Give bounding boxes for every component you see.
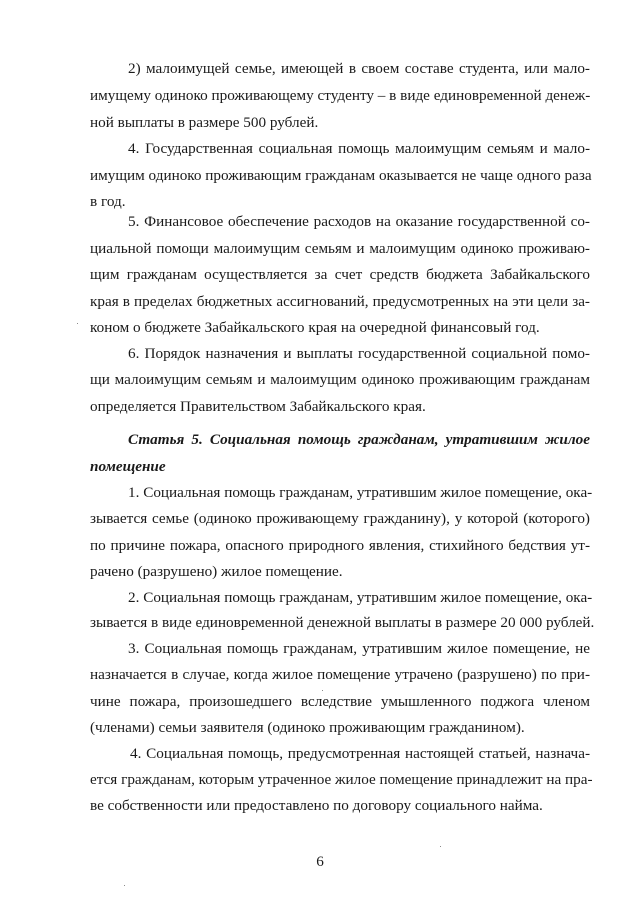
article-heading-line: помещение bbox=[90, 458, 166, 475]
text-line: назначается в случае, когда жилое помещение утрачено (разрушено) по при- bbox=[90, 666, 590, 683]
text-line: 4. Государственная социальная помощь малоимущим семьям и мало- bbox=[128, 140, 590, 157]
scan-speck bbox=[322, 690, 323, 691]
text-line: циальной помощи малоимущим семьям и малоимущим одиноко проживаю- bbox=[90, 240, 590, 257]
text-line: чине пожара, произошедшего вследствие умышленного поджога членом bbox=[90, 693, 590, 710]
scan-speck bbox=[124, 885, 125, 886]
text-line: в год. bbox=[90, 193, 126, 210]
text-line: 2. Социальная помощь гражданам, утратившим жилое помещение, ока- bbox=[128, 589, 593, 606]
text-line: 4. Социальная помощь, предусмотренная настоящей статьей, назнача- bbox=[130, 745, 590, 762]
text-line: щи малоимущим семьям и малоимущим одиноко проживающим гражданам bbox=[90, 371, 590, 388]
text-line: (членами) семьи заявителя (одиноко проживающим гражданином). bbox=[90, 719, 525, 736]
text-line: по причине пожара, опасного природного явления, стихийного бедствия ут- bbox=[90, 537, 590, 554]
page-number: 6 bbox=[316, 853, 324, 870]
text-line: щим гражданам осуществляется за счет средств бюджета Забайкальского bbox=[90, 266, 590, 283]
text-line: имущему одиноко проживающему студенту – в виде единовременной денеж- bbox=[90, 87, 591, 104]
text-line: 6. Порядок назначения и выплаты государственной социальной помо- bbox=[128, 345, 590, 362]
text-line: ной выплаты в размере 500 рублей. bbox=[90, 114, 319, 131]
text-line: ве собственности или предоставлено по договору социального найма. bbox=[90, 797, 543, 814]
text-line: определяется Правительством Забайкальского края. bbox=[90, 398, 426, 415]
text-line: рачено (разрушено) жилое помещение. bbox=[90, 563, 343, 580]
text-line: коном о бюджете Забайкальского края на очередной финансовый год. bbox=[90, 319, 540, 336]
text-line: ется гражданам, которым утраченное жилое помещение принадлежит на пра- bbox=[90, 771, 593, 788]
article-heading-line: Статья 5. Социальная помощь гражданам, утратившим жилое bbox=[128, 431, 590, 448]
text-line: зывается в виде единовременной денежной выплаты в размере 20 000 рублей. bbox=[90, 614, 595, 631]
text-line: 5. Финансовое обеспечение расходов на оказание государственной со- bbox=[128, 213, 590, 230]
text-line: края в пределах бюджетных ассигнований, предусмотренных на эти цели за- bbox=[90, 293, 590, 310]
text-line: 2) малоимущей семье, имеющей в своем составе студента, или мало- bbox=[128, 60, 590, 77]
text-line: 1. Социальная помощь гражданам, утратившим жилое помещение, ока- bbox=[128, 484, 593, 501]
scan-speck bbox=[77, 323, 78, 324]
text-line: 3. Социальная помощь гражданам, утратившим жилое помещение, не bbox=[128, 640, 590, 657]
text-line: имущим одиноко проживающим гражданам оказывается не чаще одного раза bbox=[90, 167, 592, 184]
text-line: зывается семье (одиноко проживающему гражданину), у которой (которого) bbox=[90, 510, 590, 527]
scan-speck bbox=[440, 846, 441, 847]
